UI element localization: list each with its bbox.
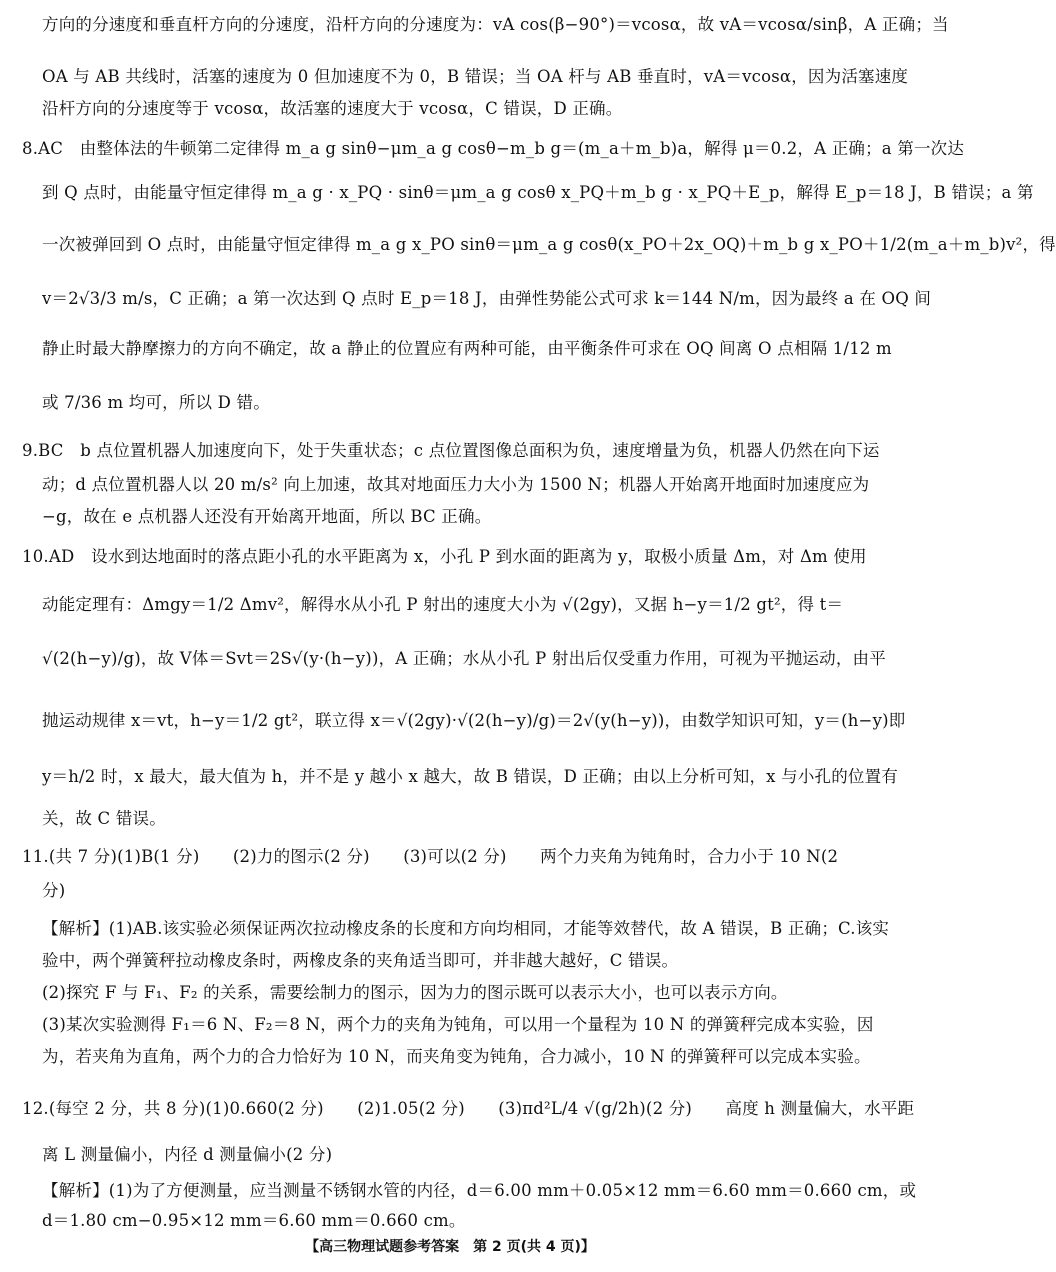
text-line: 分) bbox=[42, 881, 66, 900]
text-line: (2)探究 F 与 F₁、F₂ 的关系，需要绘制力的图示，因为力的图示既可以表示大小，也可以表示方向。 bbox=[42, 983, 788, 1002]
text-line: 10.AD 设水到达地面时的落点距小孔的水平距离为 x，小孔 P 到水面的距离为 y，取极小质量 Δm，对 Δm 使用 bbox=[22, 547, 867, 566]
text-line: (3)某次实验测得 F₁＝6 N、F₂＝8 N，两个力的夹角为钝角，可以用一个量程为 10 N 的弹簧秤完成本实验，因 bbox=[42, 1015, 874, 1034]
text-line: 12.(每空 2 分，共 8 分)(1)0.660(2 分) (2)1.05(2 分) (3)πd²L/4 √(g/2h)(2 分) 高度 h 测量偏大，水平距 bbox=[22, 1099, 915, 1118]
text-line: 一次被弹回到 O 点时，由能量守恒定律得 m_a g x_PO sinθ＝μm_a g cosθ(x_PO＋2x_OQ)＋m_b g x_PO＋1/2(m_a＋m_b)v²，得 bbox=[42, 235, 1056, 254]
page-footer: 【高三物理试题参考答案 第 2 页(共 4 页)】 bbox=[305, 1239, 595, 1255]
text-line: d＝1.80 cm−0.95×12 mm＝6.60 mm＝0.660 cm。 bbox=[42, 1211, 466, 1230]
text-line: 或 7/36 m 均可，所以 D 错。 bbox=[42, 393, 270, 412]
text-line: 抛运动规律 x＝vt，h−y＝1/2 gt²，联立得 x＝√(2gy)·√(2(h−y)/g)＝2√(y(h−y))，由数学知识可知，y＝(h−y)即 bbox=[42, 711, 906, 730]
text-line: 8.AC 由整体法的牛顿第二定律得 m_a g sinθ−μm_a g cosθ−m_b g＝(m_a＋m_b)a，解得 μ＝0.2，A 正确；a 第一次达 bbox=[22, 139, 965, 158]
text-line: y＝h/2 时，x 最大，最大值为 h，并不是 y 越小 x 越大，故 B 错误，D 正确；由以上分析可知，x 与小孔的位置有 bbox=[42, 767, 899, 786]
text-line: 【解析】(1)为了方便测量，应当测量不锈钢水管的内径，d＝6.00 mm＋0.05×12 mm＝6.60 mm＝0.660 cm，或 bbox=[42, 1181, 917, 1200]
text-line: −g，故在 e 点机器人还没有开始离开地面，所以 BC 正确。 bbox=[42, 507, 492, 526]
text-line: 11.(共 7 分)(1)B(1 分) (2)力的图示(2 分) (3)可以(2 分) 两个力夹角为钝角时，合力小于 10 N(2 bbox=[22, 847, 839, 866]
text-line: OA 与 AB 共线时，活塞的速度为 0 但加速度不为 0，B 错误；当 OA 杆与 AB 垂直时，vA＝vcosα，因为活塞速度 bbox=[42, 67, 909, 86]
text-line: 验中，两个弹簧秤拉动橡皮条时，两橡皮条的夹角适当即可，并非越大越好，C 错误。 bbox=[42, 951, 679, 970]
text-line: 为，若夹角为直角，两个力的合力恰好为 10 N，而夹角变为钝角，合力减小，10 N 的弹簧秤可以完成本实验。 bbox=[42, 1047, 871, 1066]
text-line: 动；d 点位置机器人以 20 m/s² 向上加速，故其对地面压力大小为 1500 N；机器人开始离开地面时加速度应为 bbox=[42, 475, 870, 494]
text-line: 沿杆方向的分速度等于 vcosα，故活塞的速度大于 vcosα，C 错误，D 正确。 bbox=[42, 99, 623, 118]
text-line: √(2(h−y)/g)，故 V体＝Svt＝2S√(y·(h−y))，A 正确；水从小孔 P 射出后仅受重力作用，可视为平抛运动，由平 bbox=[42, 649, 886, 668]
text-line: 动能定理有：Δmgy＝1/2 Δmv²，解得水从小孔 P 射出的速度大小为 √(2gy)，又据 h−y＝1/2 gt²，得 t＝ bbox=[42, 595, 844, 614]
text-line: 到 Q 点时，由能量守恒定律得 m_a g · x_PQ · sinθ＝μm_a g cosθ x_PQ＋m_b g · x_PQ＋E_p，解得 E_p＝18 J，B 错误；a 第 bbox=[42, 183, 1034, 202]
text-line: 方向的分速度和垂直杆方向的分速度，沿杆方向的分速度为：vA cos(β−90°)＝vcosα，故 vA＝vcosα/sinβ，A 正确；当 bbox=[42, 15, 949, 34]
text-line: 【解析】(1)AB.该实验必须保证两次拉动橡皮条的长度和方向均相同，才能等效替代，故 A 错误，B 正确；C.该实 bbox=[42, 919, 890, 938]
text-line: 关，故 C 错误。 bbox=[42, 809, 166, 828]
text-line: 9.BC b 点位置机器人加速度向下，处于失重状态；c 点位置图像总面积为负，速度增量为负，机器人仍然在向下运 bbox=[22, 441, 880, 460]
text-line: 静止时最大静摩擦力的方向不确定，故 a 静止的位置应有两种可能，由平衡条件可求在 OQ 间离 O 点相隔 1/12 m bbox=[42, 339, 892, 358]
text-line: 离 L 测量偏小，内径 d 测量偏小(2 分) bbox=[42, 1145, 333, 1164]
text-line: v＝2√3/3 m/s，C 正确；a 第一次达到 Q 点时 E_p＝18 J，由弹性势能公式可求 k＝144 N/m，因为最终 a 在 OQ 间 bbox=[42, 289, 932, 308]
